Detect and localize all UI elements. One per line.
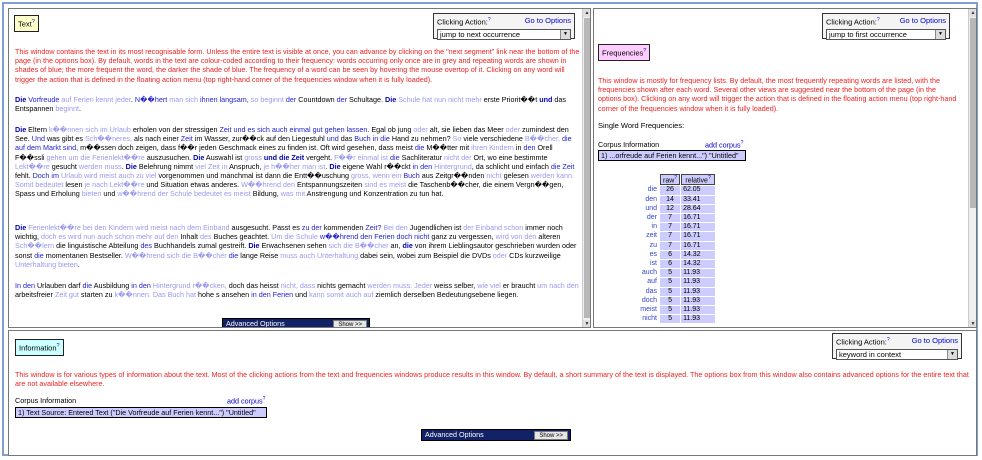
- frequency-relative: 33.41: [681, 196, 715, 204]
- freq-scroll-thumb[interactable]: [970, 18, 976, 208]
- text-show-options-button[interactable]: Show >>: [333, 320, 367, 328]
- text-clicking-action-label: Clicking Action:: [437, 17, 488, 27]
- freq-corpus-label: Corpus Information: [598, 140, 660, 149]
- info-action-select[interactable]: [836, 349, 958, 360]
- info-clicking-action-label: Clicking Action:: [836, 337, 887, 347]
- freq-action-select[interactable]: [826, 29, 946, 40]
- frequency-relative: 14.32: [681, 260, 715, 268]
- frequency-raw: 5: [660, 297, 680, 305]
- frequency-word[interactable]: doch: [641, 296, 657, 304]
- frequency-relative: 11.93: [681, 269, 715, 277]
- frequency-row[interactable]: [621, 214, 715, 222]
- frequency-word[interactable]: zu: [649, 241, 657, 249]
- scroll-down-icon[interactable]: ▼: [970, 321, 976, 327]
- freq-pane-title-label: Frequencies: [602, 48, 644, 58]
- frequency-word[interactable]: das: [645, 287, 657, 295]
- freq-action-help[interactable]: ?: [876, 17, 880, 23]
- info-help-link[interactable]: ?: [56, 343, 60, 349]
- info-advanced-options-label: Advanced Options: [425, 430, 484, 439]
- frequency-raw: 5: [660, 315, 680, 323]
- frequency-raw: 7: [660, 223, 680, 231]
- app-frame: [2, 2, 978, 456]
- frequency-word[interactable]: ist: [650, 259, 657, 267]
- frequency-relative: 16.71: [681, 232, 715, 240]
- frequencies-pane: [593, 8, 977, 328]
- frequency-word[interactable]: meist: [640, 305, 657, 313]
- frequency-relative: 11.93: [681, 315, 715, 323]
- info-corpus-label: Corpus Information: [15, 396, 77, 405]
- frequency-row[interactable]: [621, 306, 715, 314]
- frequency-word[interactable]: zeit: [646, 232, 657, 240]
- frequency-word[interactable]: nicht: [642, 315, 657, 323]
- frequency-row[interactable]: [621, 232, 715, 240]
- frequency-relative: 16.71: [681, 223, 715, 231]
- frequency-row[interactable]: [621, 242, 715, 250]
- scroll-up-icon[interactable]: ▲: [584, 10, 590, 16]
- info-pane-title: [15, 339, 64, 356]
- scroll-up-icon[interactable]: ▲: [970, 10, 976, 16]
- frequency-word[interactable]: die: [647, 186, 657, 194]
- frequency-relative: 11.93: [681, 306, 715, 314]
- frequency-relative: 11.93: [681, 297, 715, 305]
- text-advanced-options-label: Advanced Options: [226, 319, 285, 328]
- frequency-word[interactable]: den: [645, 195, 657, 203]
- frequency-relative: 62.05: [681, 186, 715, 194]
- freq-scrollbar[interactable]: [968, 9, 977, 328]
- freq-add-corpus-link[interactable]: [705, 140, 743, 149]
- freq-goto-options-link[interactable]: Go to Options: [899, 16, 946, 25]
- info-advanced-options: [421, 429, 571, 441]
- frequency-raw: 7: [660, 214, 680, 222]
- frequency-word[interactable]: auch: [641, 269, 657, 277]
- freq-clicking-action-box: [822, 13, 950, 39]
- text-pane-title: [14, 15, 39, 32]
- text-scrollbar[interactable]: [582, 9, 591, 328]
- freq-corpus-select[interactable]: 1) ...orfreude auf Ferien kennt...") "Untitled": [598, 150, 746, 161]
- frequency-table: [620, 173, 716, 324]
- frequency-row[interactable]: [621, 315, 715, 323]
- frequency-row[interactable]: [621, 223, 715, 231]
- frequency-raw: 14: [660, 196, 680, 204]
- frequency-relative: 16.71: [681, 242, 715, 250]
- info-corpus-help[interactable]: ?: [262, 396, 266, 402]
- freq-add-corpus-text: add corpus: [705, 140, 741, 150]
- frequency-row[interactable]: [621, 186, 715, 194]
- info-goto-options-link[interactable]: Go to Options: [911, 336, 958, 345]
- text-action-help[interactable]: ?: [487, 17, 491, 23]
- frequency-raw: 12: [660, 205, 680, 213]
- relative-column-header[interactable]: relative?: [681, 174, 715, 185]
- chevron-down-icon: ▼: [560, 30, 570, 39]
- freq-pane-title: [598, 44, 650, 61]
- frequency-raw: 7: [660, 232, 680, 240]
- scroll-down-icon[interactable]: ▼: [584, 321, 590, 327]
- text-action-select-value: jump to next occurrence: [440, 29, 521, 39]
- freq-action-select-value: jump to first occurrence: [829, 29, 907, 39]
- frequency-raw: 5: [660, 288, 680, 296]
- frequency-relative: 11.93: [681, 278, 715, 286]
- text-action-select[interactable]: [437, 29, 571, 40]
- freq-intro: This window is mostly for frequency lists. By default, the most frequently repeating words are listed, with the frequencies shown after each word. Several other views are suggested near the bottom of the page (in the options box). Clicking on any word will trigger the action that is defined in the floating action menu (top right-hand corner of the frequencies window when it is fully loaded).: [598, 76, 957, 113]
- frequency-row[interactable]: [621, 205, 715, 213]
- frequency-raw: 6: [660, 260, 680, 268]
- chevron-down-icon: ▼: [935, 30, 945, 39]
- frequency-raw: 26: [660, 186, 680, 194]
- text-advanced-options: [222, 318, 370, 328]
- frequency-row[interactable]: [621, 260, 715, 268]
- frequency-row[interactable]: [621, 251, 715, 259]
- info-corpus-select[interactable]: 1) Text Source: Entered Text ("Die Vorfreude auf Ferien kennt...") "Untitled": [15, 407, 267, 418]
- frequency-relative: 14.32: [681, 251, 715, 259]
- text-paragraph-4[interactable]: In den Urlauben darf die Ausbildung in den Hintergrund r��cken, doch das heisst nicht, dass nichts gemacht werden muss. Jeder weiss selber, wie viel er braucht um nach den arbeitsfreier Zeit gut starten zu k��nnen. Das Buch hat hohe s ansehen in den Ferien und kann somit auch auf ziemlich derselben Bedeutungsebene liegen.: [15, 281, 579, 300]
- information-pane: [8, 330, 977, 456]
- text-help-link[interactable]: ?: [31, 19, 35, 25]
- text-intro: This window contains the text in its most recognisable form. Unless the entire text is visible at once, you can advance by clicking on the "next segment" link near the bottom of the page (in the options box). By default, words in the text are colour-coded according to their frequency: words occurring only once are in grey and repeating words are shown in shades of blue; the more frequent the word, the darker the shade of blue. The frequency of a word can be seen by hovering the mouse overtop of it. Clicking on any word will trigger the action that is defined in the floating action menu (top right-hand corner of the frequencies window when it is fully loaded).: [15, 47, 580, 84]
- info-add-corpus-text: add corpus: [227, 396, 263, 406]
- text-paragraph-3[interactable]: Die Ferienlekt��re bei den Kindern wird meist nach dem Einband ausgesucht. Passt es zu der kommenden Zeit? Bei den Jugendlichen ist der Einband schon immer noch wichtig, doch es wird nun auch schon mehr auf den Inhalt des Buches geachtet. Um die Schule w��hrend den Ferien doch nicht ganz zu vergessen, wird von den alteren Sch��lern die linguistische Abteilung des Buchhandels zumal gestreift. Die Erwachsenen sehen sich die B��cher an, die von ihrem Lieblingsautor geschrieben wurden oder sonst die momentanen Bestseller. W��hrend sich die B��cher die lange Reise muss auch Unterhaltung dabei sein, wobei zum Beispiel die DVDs oder CDs kurzweilige Unterhaltung bieten.: [15, 223, 577, 269]
- raw-column-header[interactable]: raw?: [660, 174, 680, 185]
- chevron-down-icon: ▼: [947, 350, 957, 359]
- frequency-relative: 11.93: [681, 288, 715, 296]
- info-intro: This window is for various types of information about the text. Most of the clicking actions from the text and frequencies windows produce results in this window. By default, a short summary of the text is displayed. The options box from this window also contains advanced options for the entire text that are not available elsewhere.: [15, 370, 969, 389]
- single-word-heading: Single Word Frequencies:: [598, 121, 685, 130]
- text-paragraph-2[interactable]: Die Eltern k��nnen sich im Urlaub erholen von der stressigen Zeit und es sich auch einmal gut gehen lassen. Egal ob jung oder alt, sie lieben das Meer oder zumindest den See. Und was gibt es Sch��neres, als nach einer Zeit im Wasser, zur��ck auf den Liegestuhl und das Buch in die Hand zu nehmen? So viele verschiedene B��cher, die auf dem Markt sind, m��ssen doch zeigen, dass f��r jeden Geschmack eines zu finden ist. Oft wird gesehen, dass meist die M��tter mit ihren Kindern in den Orell F��ssli gehen um die Ferienlekt��re auszusuchen. Die Auswahl ist gross und die Zeit vergeht. F��r einmal ist die Sachliteratur nicht der Ort, wo eine bestimmte Lekt��re gesucht werden muss. Die Belehrung nimmt viel Zeit in Anspruch, je h��her man ist. Die eigene Wahl r��ckt in den Hintergrund, da schlicht und einfach die Zeit fehlt. Doch im Urlaub wird meist auch zu viel vorgenommen und manchmal ist dann die Entt��uschung gross, wenn ein Buch aus Zeitgr��nden nicht gelesen werden kann. Somit bedeutet lesen je nach Lekt��re und Situation etwas anderes. W��hrend den Entspannungszeiten sind es meist die Taschenb��cher, die einem Vergn��gen, Spass und Erholung bieten und w��hrend der Schule bedeutet es meist Bildung, was mit Anstrengung und Konzentration zu tun hat.: [15, 125, 575, 199]
- freq-corpus-help[interactable]: ?: [740, 140, 744, 146]
- frequency-word[interactable]: in: [651, 223, 657, 231]
- frequency-raw: 5: [660, 306, 680, 314]
- frequency-raw: 7: [660, 242, 680, 250]
- info-action-select-value: keyword in context: [839, 349, 902, 359]
- frequency-row[interactable]: [621, 297, 715, 305]
- frequency-row[interactable]: [621, 288, 715, 296]
- freq-clicking-action-label: Clicking Action:: [826, 17, 877, 27]
- info-clicking-action-box: [832, 333, 962, 359]
- info-add-corpus-link[interactable]: [227, 396, 265, 405]
- frequency-word[interactable]: der: [646, 213, 657, 221]
- frequency-row[interactable]: [621, 269, 715, 277]
- info-show-options-button[interactable]: Show >>: [534, 431, 568, 440]
- text-pane: [8, 8, 591, 328]
- text-goto-options-link[interactable]: Go to Options: [524, 16, 571, 25]
- frequency-row[interactable]: [621, 196, 715, 204]
- frequency-raw: 6: [660, 251, 680, 259]
- frequency-relative: 16.71: [681, 214, 715, 222]
- frequency-word[interactable]: auf: [647, 278, 657, 286]
- text-clicking-action-box: [433, 13, 575, 39]
- frequency-relative: 28.64: [681, 205, 715, 213]
- freq-help-link[interactable]: ?: [643, 48, 647, 54]
- frequency-raw: 5: [660, 278, 680, 286]
- frequency-raw: 5: [660, 269, 680, 277]
- text-pane-title-label: Text: [18, 19, 32, 29]
- text-scroll-thumb[interactable]: [584, 18, 590, 318]
- text-paragraph-1[interactable]: Die Vorfreude auf Ferien kennt jeder. N��hert man sich ihnen langsam, so beginnt der Countdown der Schultage. Die Schule hat nun nicht mehr erste Priorit��t und das Entspannen beginnt.: [15, 95, 566, 114]
- info-action-help[interactable]: ?: [886, 337, 890, 343]
- frequency-row[interactable]: [621, 278, 715, 286]
- info-pane-title-label: Information: [19, 343, 57, 353]
- frequency-word[interactable]: es: [649, 250, 657, 258]
- frequency-word[interactable]: und: [645, 204, 657, 212]
